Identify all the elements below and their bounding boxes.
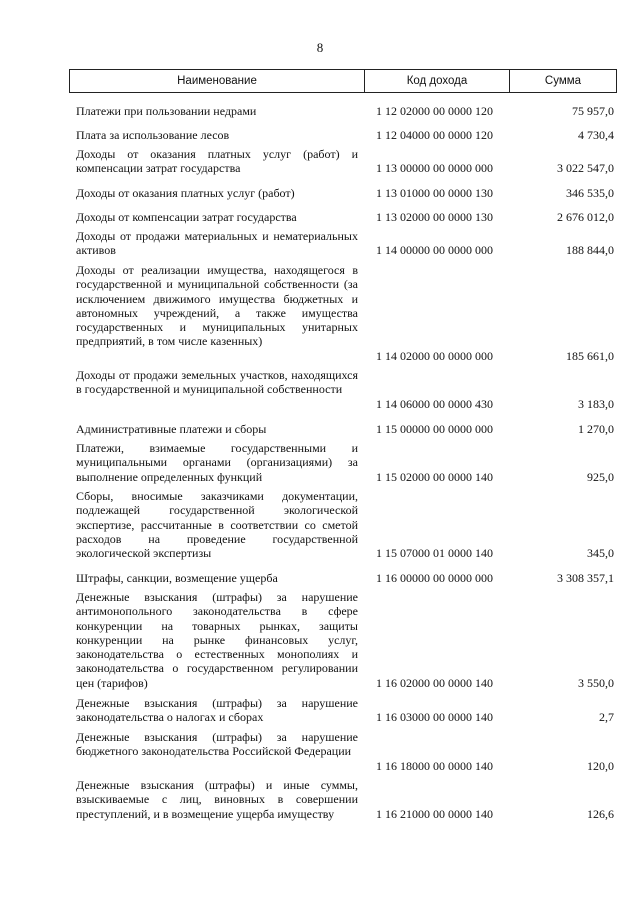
- row-code: 1 15 02000 00 0000 140: [376, 470, 493, 484]
- row-code: 1 16 02000 00 0000 140: [376, 676, 493, 690]
- page-number: 8: [316, 40, 324, 55]
- row-code: 1 15 07000 01 0000 140: [376, 546, 493, 560]
- column-header-sum: Сумма: [544, 75, 582, 87]
- table-row: [0, 263, 640, 363]
- row-code: 1 14 06000 00 0000 430: [376, 397, 493, 411]
- row-name: Платежи, взимаемые государственными и муниципальными органами (организациями) за выполнение определенных функций: [76, 441, 358, 484]
- row-code: 1 12 02000 00 0000 120: [376, 104, 493, 118]
- row-code: 1 13 02000 00 0000 130: [376, 210, 493, 224]
- row-name: Денежные взыскания (штрафы) за нарушение бюджетного законодательства Российской Федерации: [76, 730, 358, 759]
- row-code: 1 14 00000 00 0000 000: [376, 243, 493, 257]
- row-sum: 2,7: [599, 710, 614, 724]
- row-name: Доходы от компенсации затрат государства: [76, 210, 297, 224]
- column-header-name: Наименование: [70, 70, 365, 92]
- row-name: Доходы от оказания платных услуг (работ): [76, 186, 295, 200]
- table-row: [0, 571, 640, 585]
- row-sum: 3 022 547,0: [557, 161, 614, 175]
- row-sum: 925,0: [587, 470, 614, 484]
- row-sum: 4 730,4: [578, 128, 614, 142]
- row-sum: 2 676 012,0: [557, 210, 614, 224]
- row-sum: 120,0: [587, 759, 614, 773]
- row-sum: 1 270,0: [578, 422, 614, 436]
- row-name: Доходы от оказания платных услуг (работ) и компенсации затрат государства: [76, 147, 358, 176]
- row-name: Административные платежи и сборы: [76, 422, 267, 436]
- row-code: 1 16 00000 00 0000 000: [376, 571, 493, 585]
- row-sum: 345,0: [587, 546, 614, 560]
- row-name: Доходы от продажи материальных и нематериальных активов: [76, 229, 358, 258]
- table-row: [0, 128, 640, 142]
- row-name: Сборы, вносимые заказчиками документации, подлежащей государственной экологической экспертизе, рассчитанные в соответствии со сметой расходов на проведение государственной экологической экспертизы: [76, 489, 358, 561]
- row-code: 1 16 21000 00 0000 140: [376, 807, 493, 821]
- row-code: 1 16 03000 00 0000 140: [376, 710, 493, 724]
- table-row: [0, 368, 640, 411]
- row-code: 1 13 00000 00 0000 000: [376, 161, 493, 175]
- row-sum: 75 957,0: [572, 104, 614, 118]
- row-sum: 3 550,0: [578, 676, 614, 690]
- table-row: [0, 696, 640, 725]
- row-name: Денежные взыскания (штрафы) за нарушение законодательства о налогах и сборах: [76, 696, 358, 725]
- row-code: 1 12 04000 00 0000 120: [376, 128, 493, 142]
- row-sum: 346 535,0: [566, 186, 614, 200]
- table-row: [0, 441, 640, 484]
- table-header: [69, 69, 617, 93]
- table-row: [0, 778, 640, 821]
- table-row: [0, 590, 640, 690]
- row-name: Плата за использование лесов: [76, 128, 230, 142]
- column-header-code: Код дохода: [365, 70, 510, 92]
- table-row: [0, 186, 640, 200]
- table-row: [0, 730, 640, 773]
- table-row: [0, 147, 640, 176]
- row-sum: 185 661,0: [566, 349, 614, 363]
- row-code: 1 16 18000 00 0000 140: [376, 759, 493, 773]
- row-sum: 3 308 357,1: [557, 571, 614, 585]
- row-name: Денежные взыскания (штрафы) и иные суммы, взыскиваемые с лиц, виновных в совершении преступлений, и в возмещение ущерба имуществу: [76, 778, 358, 821]
- table-row: [0, 229, 640, 258]
- table-row: [0, 422, 640, 436]
- row-name: Доходы от продажи земельных участков, находящихся в государственной и муниципальной собственности: [76, 368, 358, 397]
- table-row: [0, 104, 640, 118]
- row-name: Доходы от реализации имущества, находящегося в государственной и муниципальной собственности (за исключением движимого имущества бюджетных и автономных учреждений, а также имущества государственных и муниципальных унитарных предприятий, в том числе казенных): [76, 263, 358, 349]
- row-name: Платежи при пользовании недрами: [76, 104, 257, 118]
- row-sum: 3 183,0: [578, 397, 614, 411]
- row-code: 1 15 00000 00 0000 000: [376, 422, 493, 436]
- row-name: Денежные взыскания (штрафы) за нарушение антимонопольного законодательства в сфере конкуренции на товарных рынках, защиты конкуренции на рынке финансовых услуг, законодательства о естественных монополиях и законодательства о государственном регулировании цен (тарифов): [76, 590, 358, 690]
- row-code: 1 14 02000 00 0000 000: [376, 349, 493, 363]
- table-row: [0, 489, 640, 561]
- row-sum: 126,6: [587, 807, 614, 821]
- table-row: [0, 210, 640, 224]
- row-code: 1 13 01000 00 0000 130: [376, 186, 493, 200]
- row-sum: 188 844,0: [566, 243, 614, 257]
- row-name: Штрафы, санкции, возмещение ущерба: [76, 571, 278, 585]
